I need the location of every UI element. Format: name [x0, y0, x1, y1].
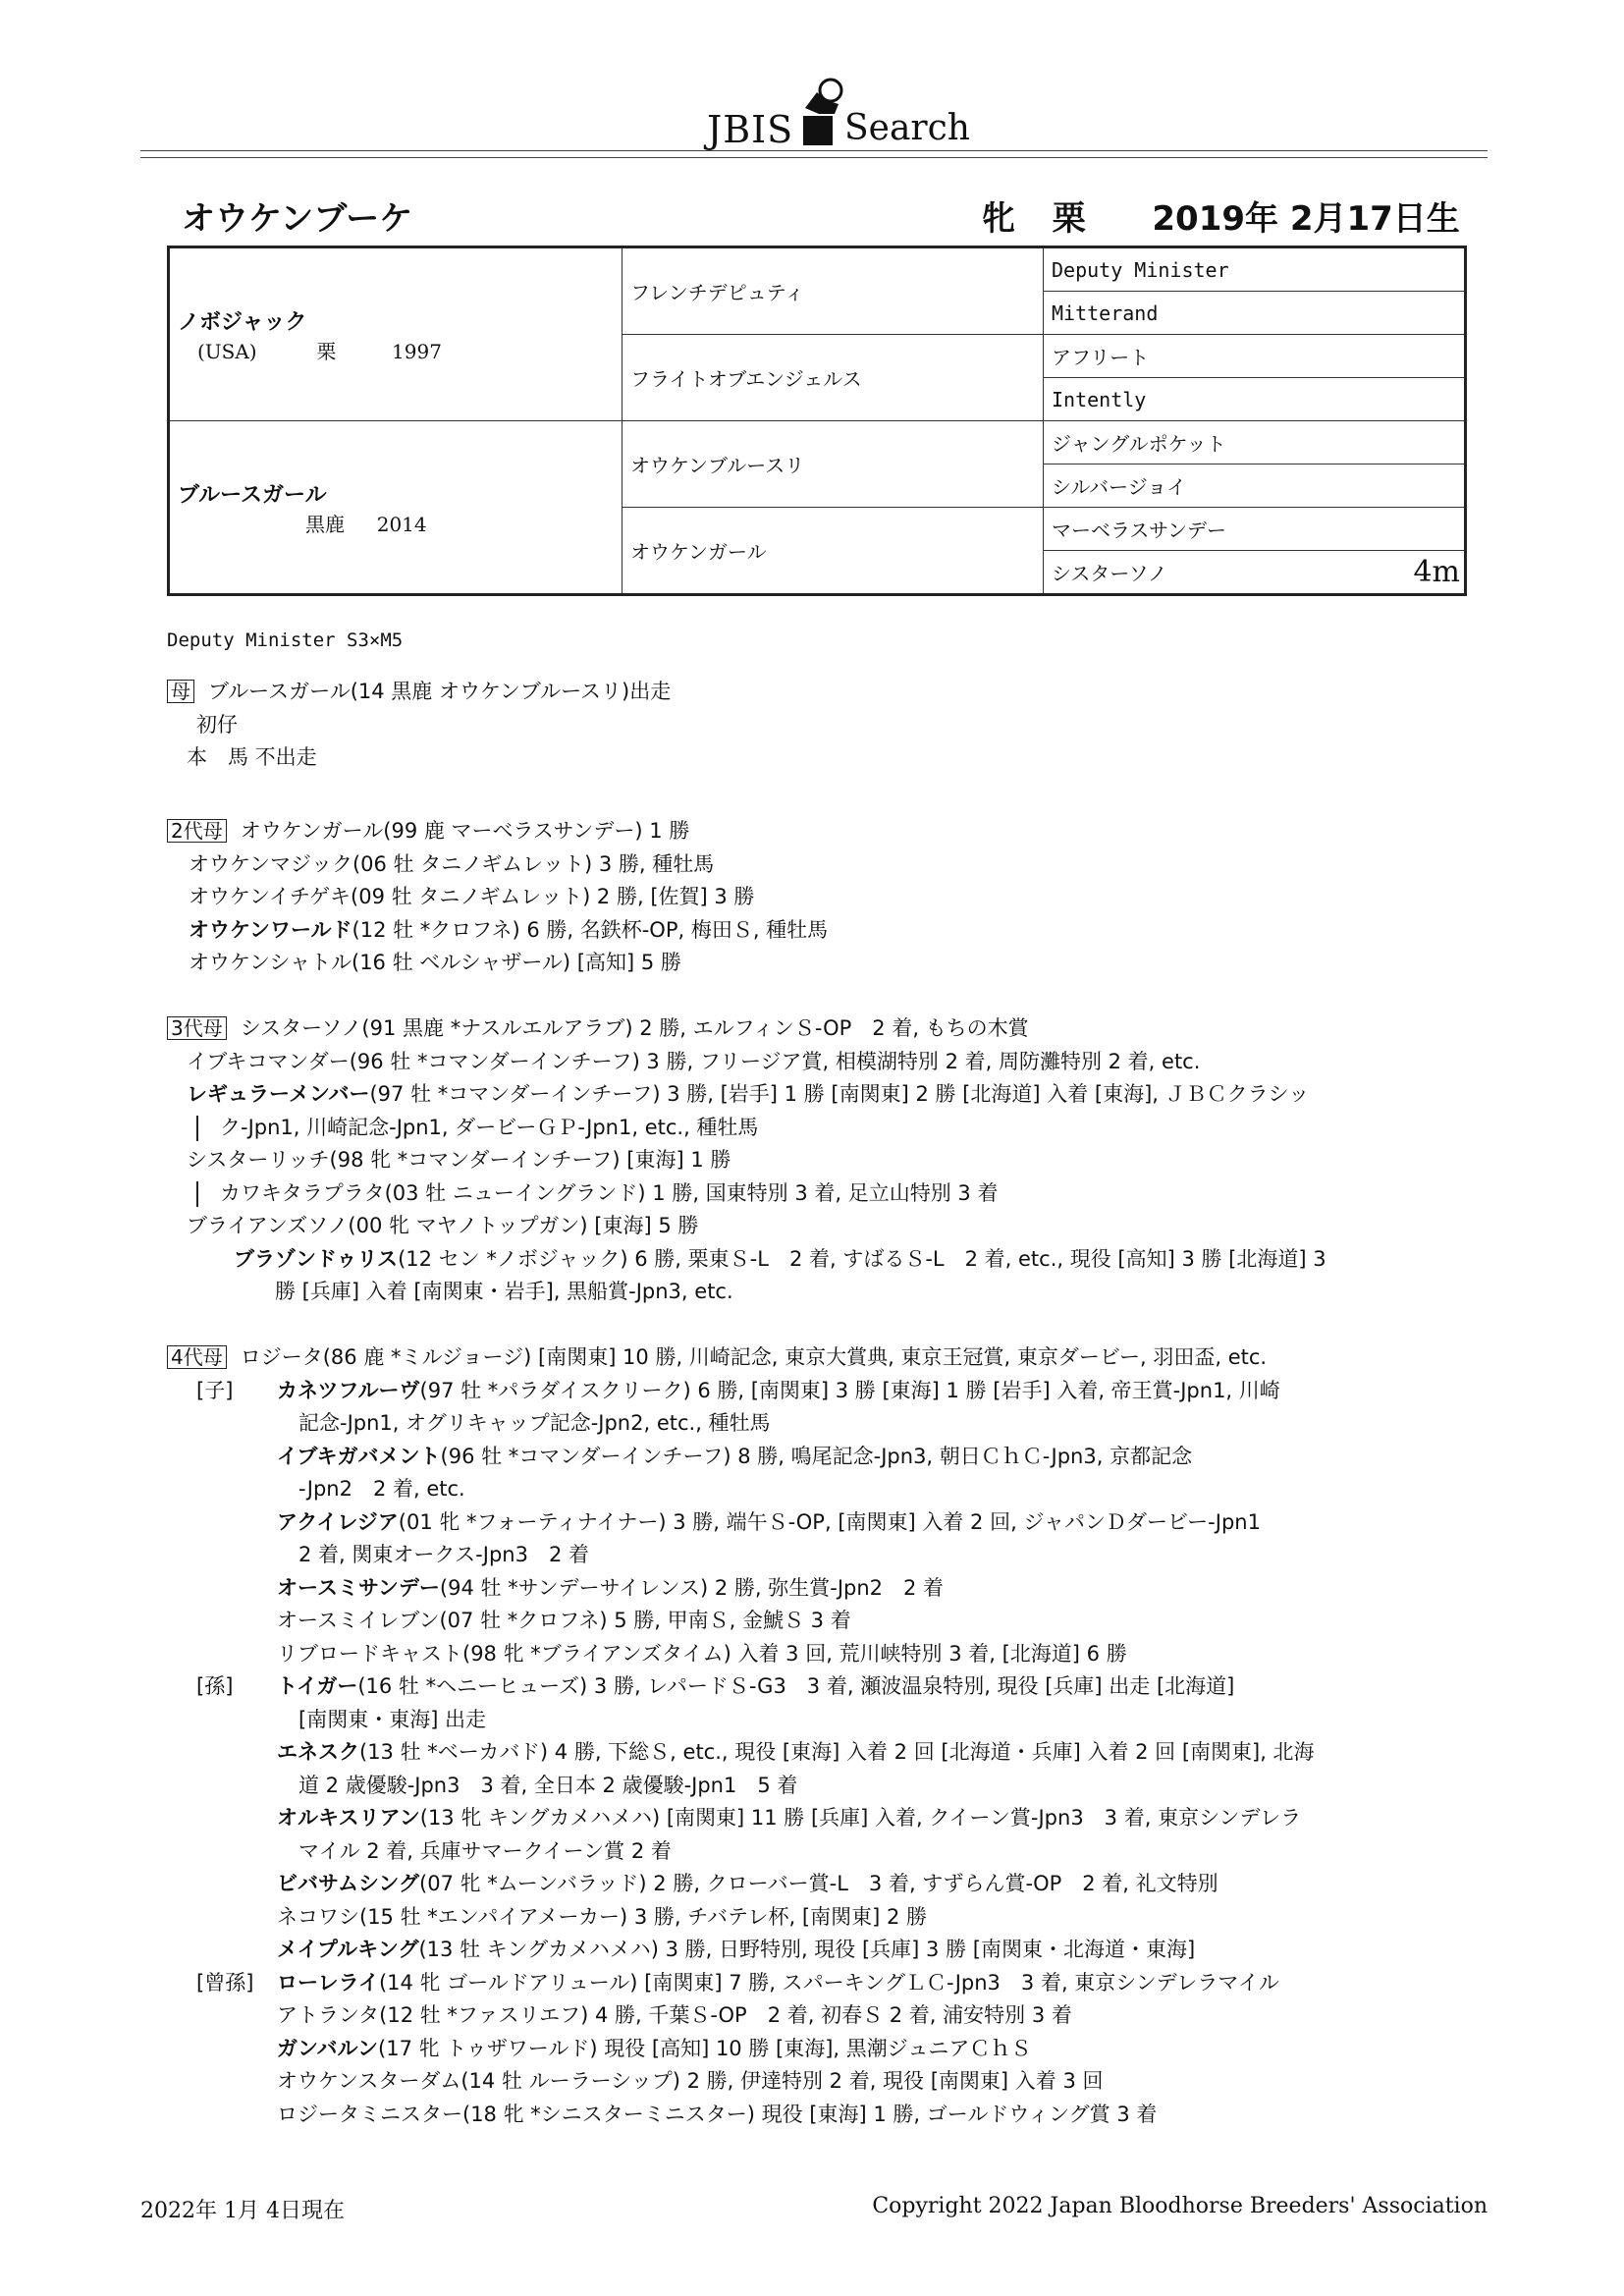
bold-name: ローレライ	[277, 1970, 379, 1995]
line: シスターソノ(91 黒鹿 *ナスルエルアラブ) 2 勝, エルフィンＳ-OP 2 着, もちの木賞	[240, 1016, 1029, 1040]
line: オウケンイチゲキ(09 牡 タニノギムレット) 2 勝, [佐賀] 3 勝	[189, 885, 755, 908]
sire-year: 1997	[392, 339, 442, 363]
gen3-cell	[1044, 378, 1466, 421]
line: (16 牡 *ヘニーヒューズ) 3 勝, レパードＳ-G3 3 着, 瀬波温泉特別, 現役 [兵庫] 出走 [北海道]	[357, 1674, 1235, 1698]
gen3-cell	[1044, 247, 1466, 292]
horse-magnifier-icon	[797, 75, 848, 147]
line: オースミイレブン(07 牡 *クロフネ) 5 勝, 甲南Ｓ, 金鯱Ｓ 3 着	[277, 1609, 851, 1632]
sire-dam: フライトオブエンジェルス	[630, 367, 862, 391]
line: -Jpn2 2 着, etc.	[298, 1477, 465, 1501]
section-label: 母	[167, 680, 194, 703]
bold-name: イブキガバメント	[277, 1444, 441, 1468]
bold-name: オルキスリアン	[277, 1806, 420, 1830]
gen3-section	[167, 1012, 1326, 1309]
section-label: 4代母	[167, 1345, 227, 1369]
section-label: 2代母	[167, 819, 227, 843]
line: 勝 [兵庫] 入着 [南関東・岩手], 黒船賞-Jpn3, etc.	[275, 1280, 733, 1303]
line: ロジータミニスター(18 牝 *シニスターミニスター) 現役 [東海] 1 勝, ゴールドウィング賞 3 着	[277, 2102, 1158, 2126]
gen2-section	[167, 815, 828, 980]
sire-origin: (USA)	[197, 339, 257, 363]
dam-dam: オウケンガール	[630, 540, 767, 564]
gen3-cell	[1044, 292, 1466, 335]
bold-name: エネスク	[277, 1740, 359, 1764]
bold-name: アクイレジア	[277, 1509, 399, 1534]
pedigree-table	[167, 246, 1467, 596]
bold-name: ビバサムシング	[277, 1872, 420, 1895]
bold-name: トイガー	[277, 1674, 358, 1698]
line: (12 牡 *クロフネ) 6 勝, 名鉄杯-OP, 梅田Ｓ, 種牡馬	[352, 917, 829, 942]
sire-color: 栗	[316, 339, 337, 363]
horse-color: 栗	[1052, 199, 1086, 239]
sire-cell	[169, 247, 623, 421]
gen3-cell	[1044, 465, 1466, 508]
footer-date: 2022年 1月 4日現在	[140, 2199, 345, 2223]
line: (13 牡 *ベーカバド) 4 勝, 下総Ｓ, etc., 現役 [東海] 入着 2 回 [北海道・兵庫] 入着 2 回 [南関東], 北海	[359, 1740, 1315, 1764]
sire-dam-cell	[623, 335, 1044, 421]
line: ロジータ(86 鹿 *ミルジョージ) [南関東] 10 勝, 川崎記念, 東京大賞典, 東京王冠賞, 東京ダービー, 羽田盃, etc.	[240, 1345, 1268, 1369]
line: (12 セン *ノボジャック) 6 勝, 栗東Ｓ-L 2 着, すばるＳ-L 2 着, etc., 現役 [高知] 3 勝 [北海道] 3	[398, 1246, 1326, 1271]
line: (97 牡 *コマンダーインチーフ) 3 勝, [岩手] 1 勝 [南関東] 2 勝 [北海道] 入着 [東海], ＪＢＣクラシッ	[369, 1082, 1310, 1106]
gen3-cell	[1044, 335, 1466, 378]
gen3-name: シスターソノ	[1052, 562, 1167, 585]
dam-sire-cell	[623, 421, 1044, 508]
sire-name: ノボジャック	[178, 309, 307, 335]
line: 本 馬 不出走	[187, 745, 317, 769]
line: マイル 2 着, 兵庫サマークイーン賞 2 着	[298, 1838, 672, 1863]
bold-name: レギュラーメンバー	[187, 1082, 370, 1106]
line: (01 牝 *フォーティナイナー) 3 勝, 端午Ｓ-OP, [南関東] 入着 2 回, ジャパンＤダービー-Jpn1	[398, 1509, 1261, 1534]
horse-info	[982, 191, 1460, 240]
line: オウケンシャトル(16 牡 ベルシャザール) [高知] 5 勝	[189, 951, 681, 974]
line: (96 牡 *コマンダーインチーフ) 8 勝, 鳴尾記念-Jpn3, 朝日ＣｈＣ-Jpn3, 京都記念	[440, 1444, 1193, 1468]
bold-name: ブラゾンドゥリス	[234, 1246, 399, 1271]
dam-year: 2014	[376, 512, 427, 536]
bold-name: ガンバルン	[277, 2036, 379, 2060]
dam-cell	[169, 421, 623, 595]
bold-name: カネツフルーヴ	[277, 1378, 420, 1402]
generation-tag: [孫]	[196, 1674, 234, 1698]
line: 初仔	[196, 712, 238, 737]
header-rule	[140, 150, 1488, 158]
dam-section	[167, 676, 671, 775]
bold-name: メイプルキング	[277, 1938, 419, 1961]
gen3-cell	[1044, 551, 1466, 595]
stat-4m: 4m	[1413, 555, 1460, 589]
gen3-name: シルバージョイ	[1052, 475, 1187, 499]
line: シスターリッチ(98 牝 *コマンダーインチーフ) [東海] 1 勝	[187, 1148, 731, 1172]
dam-dam-cell	[623, 508, 1044, 595]
line: (97 牡 *パラダイスクリーク) 6 勝, [南関東] 3 勝 [東海] 1 勝 [岩手] 入着, 帝王賞-Jpn1, 川崎	[419, 1378, 1280, 1402]
line: (17 牝 トゥザワールド) 現役 [高知] 10 勝 [東海], 黒潮ジュニアＣｈＳ	[378, 2036, 1032, 2060]
jbis-search-logo	[707, 69, 970, 151]
line: ブライアンズソノ(00 牝 マヤノトップガン) [東海] 5 勝	[187, 1214, 699, 1237]
line: オウケンスターダム(14 牡 ルーラーシップ) 2 勝, 伊達特別 2 着, 現役 [南関東] 入着 3 回	[277, 2069, 1104, 2093]
line: (07 牝 *ムーンバラッド) 2 勝, クローバー賞-L 3 着, すずらん賞-OP 2 着, 礼文特別	[419, 1872, 1218, 1895]
line: 道 2 歳優駿-Jpn3 3 着, 全日本 2 歳優駿-Jpn1 5 着	[298, 1773, 798, 1797]
line: (94 牡 *サンデーサイレンス) 2 勝, 弥生賞-Jpn2 2 着	[439, 1575, 945, 1600]
gen3-name: Intently	[1052, 387, 1147, 411]
line: ネコワシ(15 牡 *エンパイアメーカー) 3 勝, チバテレ杯, [南関東] 2 勝	[277, 1904, 928, 1929]
logo-text-jbis: JBIS	[707, 108, 794, 151]
line: ブルースガール(14 黒鹿 オウケンブルースリ)出走	[208, 680, 672, 703]
gen3-name: ジャングルポケット	[1052, 432, 1226, 456]
line: [南関東・東海] 出走	[298, 1707, 487, 1731]
lineage-bar	[196, 1181, 198, 1207]
gen4-section	[167, 1341, 1315, 2131]
line: リブロードキャスト(98 牝 *ブライアンズタイム) 入着 3 回, 荒川峡特別 3 着, [北海道] 6 勝	[277, 1641, 1127, 1666]
bold-name: オウケンワールド	[189, 917, 352, 942]
horse-name: オウケンブーケ	[182, 199, 413, 239]
gen3-name: Mitterand	[1052, 301, 1159, 325]
footer-copyright: Copyright 2022 Japan Bloodhorse Breeders' Association	[872, 2194, 1488, 2218]
gen3-name: アフリート	[1052, 346, 1150, 369]
line: カワキタラプラタ(03 牡 ニューイングランド) 1 勝, 国東特別 3 着, 足立山特別 3 着	[220, 1180, 999, 1205]
generation-tag: [子]	[196, 1378, 234, 1402]
horse-sex: 牝	[982, 199, 1015, 239]
generation-tag: [曾孫]	[196, 1970, 254, 1995]
logo-text-search: Search	[844, 108, 970, 148]
line: ク-Jpn1, 川崎記念-Jpn1, ダービーＧＰ-Jpn1, etc., 種牡馬	[220, 1115, 759, 1139]
lineage-bar	[196, 1116, 198, 1141]
line: (13 牝 キングカメハメハ) [南関東] 11 勝 [兵庫] 入着, クイーン賞-Jpn3 3 着, 東京シンデレラ	[419, 1806, 1302, 1830]
line: 記念-Jpn1, オグリキャップ記念-Jpn2, etc., 種牡馬	[298, 1411, 771, 1435]
line: (14 牝 ゴールドアリュール) [南関東] 7 勝, スパーキングＬＣ-Jpn3 3 着, 東京シンデレラマイル	[378, 1970, 1279, 1995]
gen3-cell	[1044, 508, 1466, 551]
gen3-name: マーベラスサンデー	[1052, 519, 1226, 542]
sire-sire: フレンチデピュティ	[630, 281, 805, 304]
horse-birth: 2019年 2月17日生	[1152, 199, 1460, 239]
dam-name: ブルースガール	[178, 482, 327, 508]
dam-sire: オウケンブルースリ	[630, 454, 805, 477]
line: オウケンマジック(06 牡 タニノギムレット) 3 勝, 種牡馬	[189, 851, 715, 876]
gen3-name: Deputy Minister	[1052, 257, 1229, 282]
sire-sire-cell	[623, 247, 1044, 335]
gen3-cell	[1044, 421, 1466, 465]
bold-name: オースミサンデー	[277, 1575, 440, 1600]
line: オウケンガール(99 鹿 マーベラスサンデー) 1 勝	[240, 819, 690, 843]
line: イブキコマンダー(96 牡 *コマンダーインチーフ) 3 勝, フリージア賞, 相模湖特別 2 着, 周防灘特別 2 着, etc.	[187, 1049, 1201, 1073]
inbreeding-note: Deputy Minister S3×M5	[167, 629, 404, 651]
line: (13 牡 キングカメハメハ) 3 勝, 日野特別, 現役 [兵庫] 3 勝 [南関東・北海道・東海]	[418, 1938, 1196, 1961]
line: アトランタ(12 牡 *ファスリエフ) 4 勝, 千葉Ｓ-OP 2 着, 初春Ｓ 2 着, 浦安特別 3 着	[277, 2003, 1072, 2027]
line: 2 着, 関東オークス-Jpn3 2 着	[298, 1543, 589, 1566]
section-label: 3代母	[167, 1016, 227, 1040]
dam-color: 黒鹿	[305, 512, 345, 536]
